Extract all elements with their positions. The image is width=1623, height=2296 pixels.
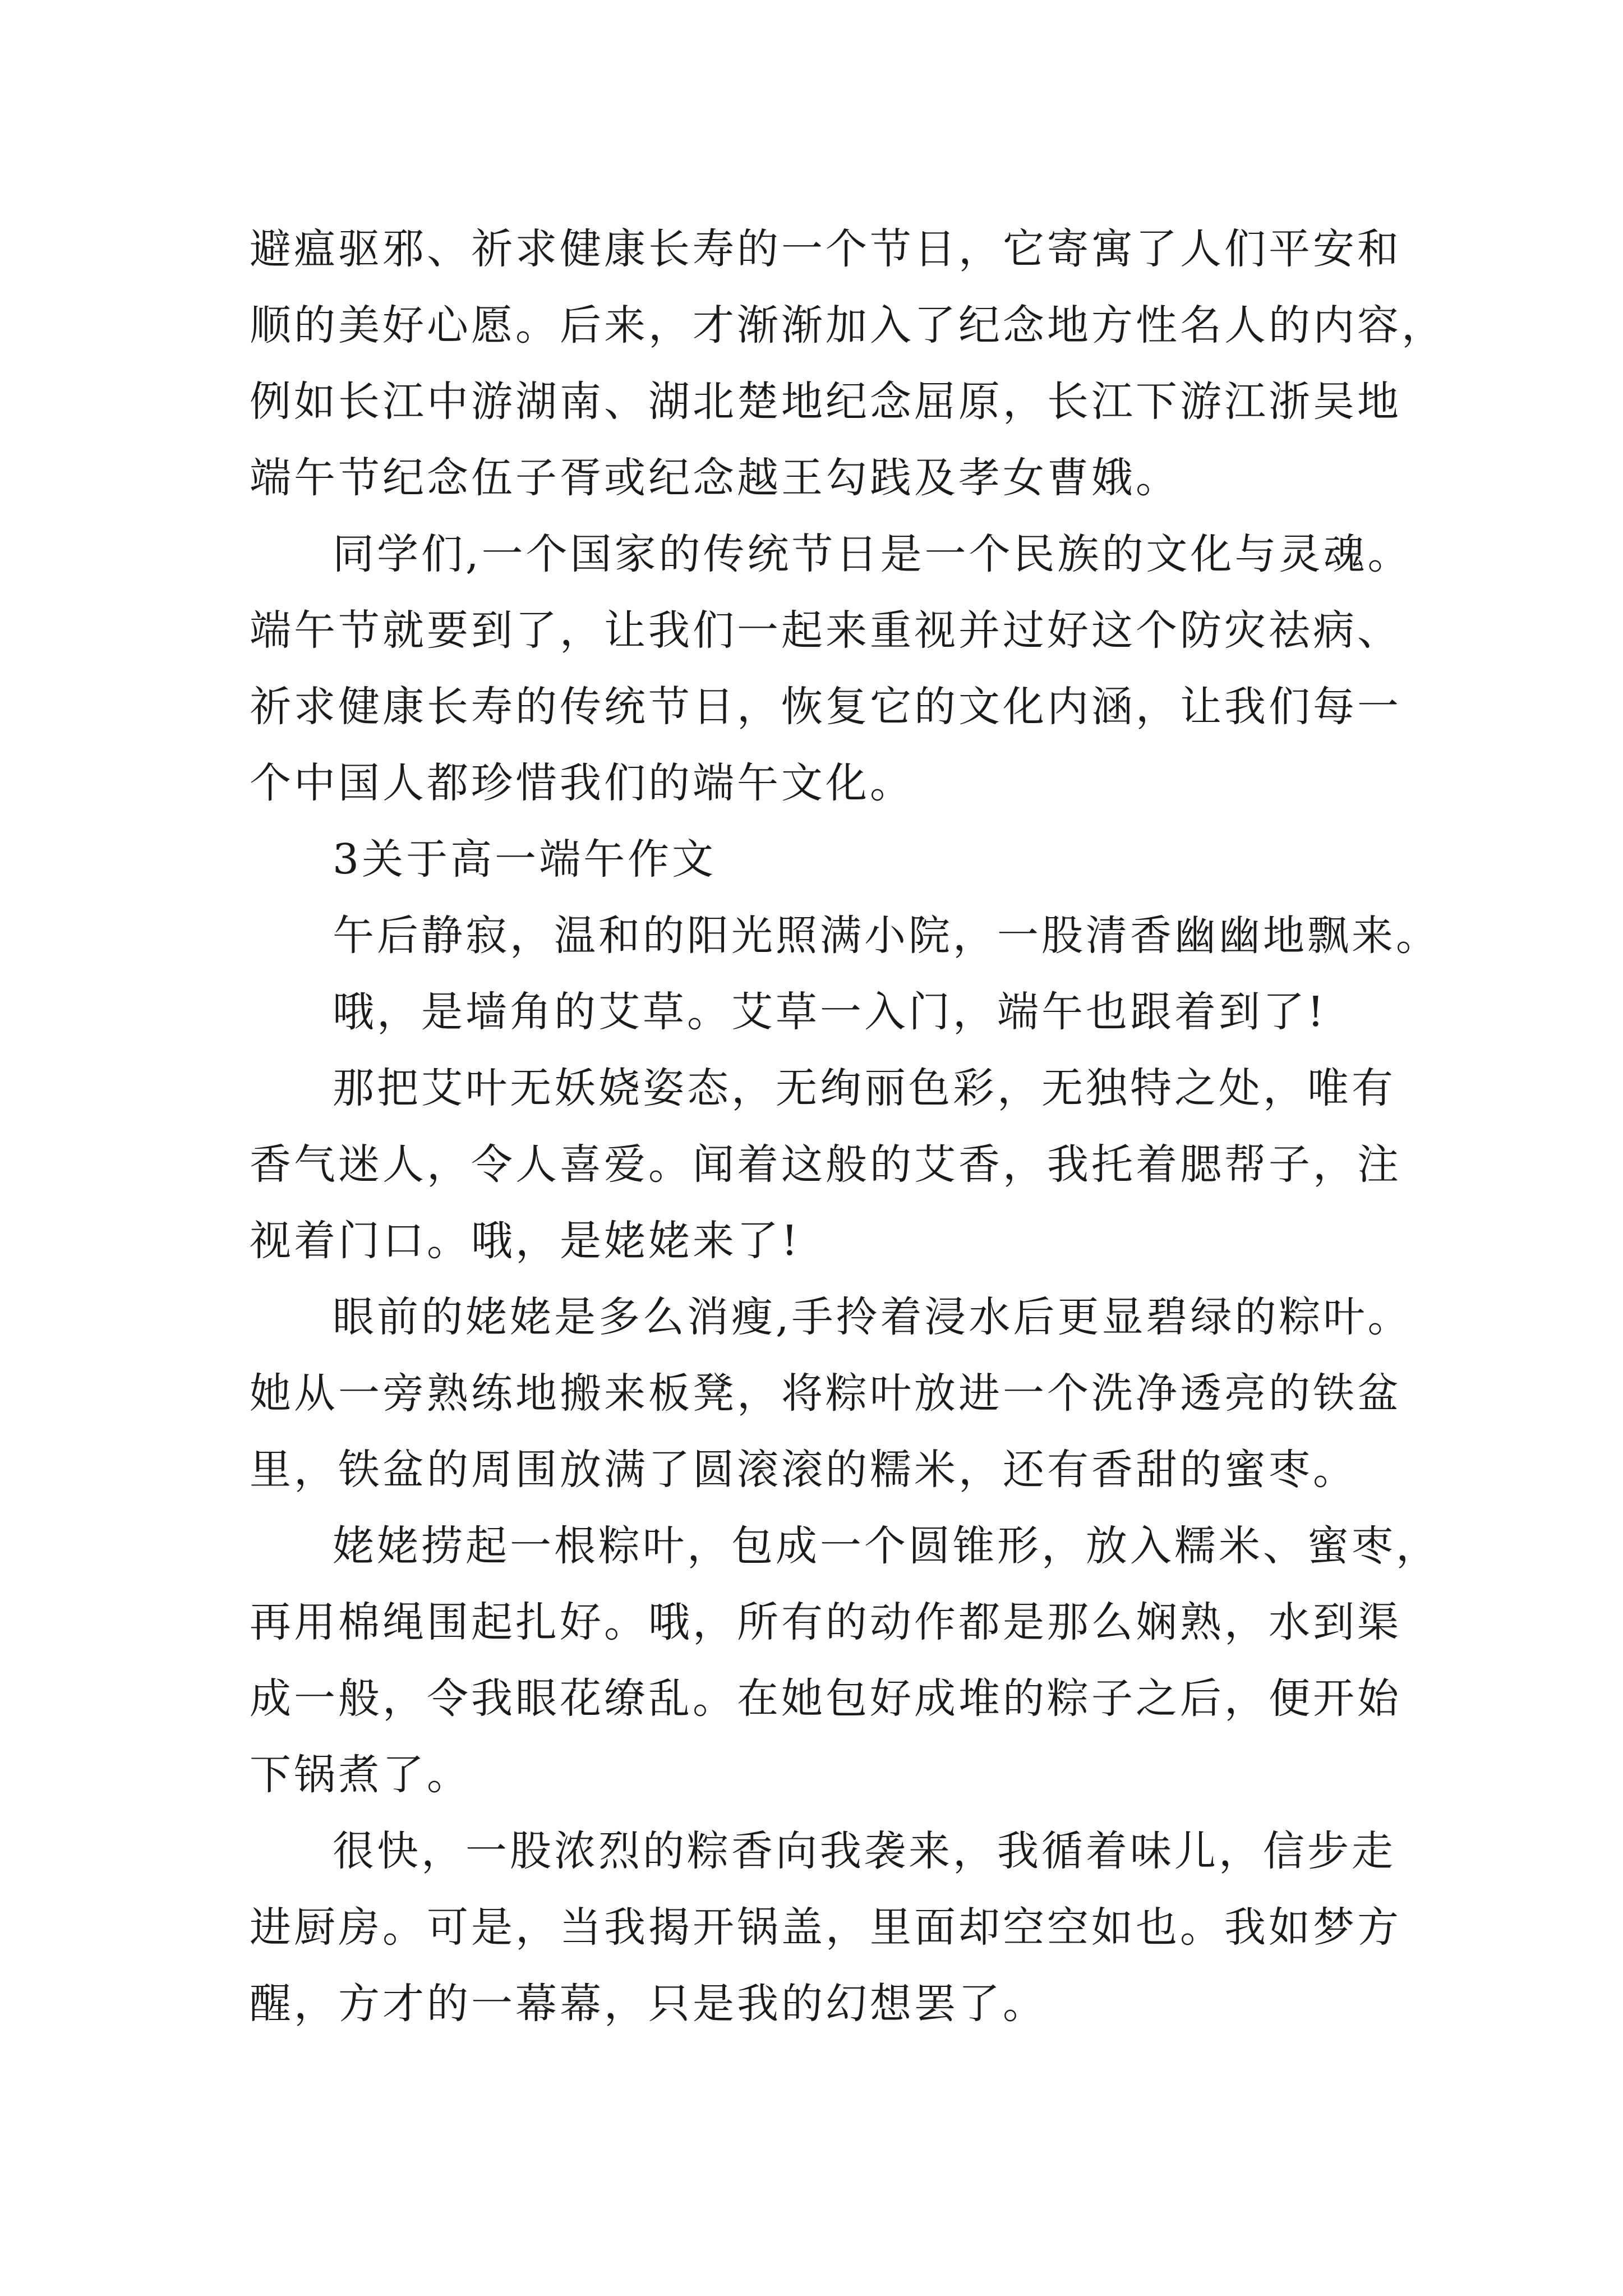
text-line: 香气迷人，令人喜爱。闻着这般的艾香，我托着腮帮子，注 <box>250 1140 1401 1189</box>
text-line: 个中国人都珍惜我们的端午文化。 <box>250 759 914 807</box>
text-line: 再用棉绳围起扎好。哦，所有的动作都是那么娴熟，水到渠 <box>250 1598 1401 1646</box>
text-line: 成一般，令我眼花缭乱。在她包好成堆的粽子之后，便开始 <box>250 1674 1401 1723</box>
text-line: 避瘟驱邪、祈求健康长寿的一个节日，它寄寓了人们平安和 <box>250 225 1401 273</box>
text-line: 端午节就要到了，让我们一起来重视并过好这个防灾祛病、 <box>250 606 1401 655</box>
text-line: 她从一旁熟练地搬来板凳，将粽叶放进一个洗净透亮的铁盆 <box>250 1369 1401 1418</box>
paragraph-first-line: 同学们,一个国家的传统节日是一个民族的文化与灵魂。 <box>333 530 1412 578</box>
paragraph-first-line: 很快，一股浓烈的粽香向我袭来，我循着味儿，信步走 <box>333 1827 1396 1875</box>
text-line: 端午节纪念伍子胥或纪念越王勾践及孝女曹娥。 <box>250 454 1180 502</box>
text-line: 顺的美好心愿。后来，才渐渐加入了纪念地方性名人的内容， <box>250 301 1446 349</box>
text-line: 下锅煮了。 <box>250 1751 471 1799</box>
text-line: 进厨房。可是，当我揭开锅盖，里面却空空如也。我如梦方 <box>250 1903 1401 1952</box>
text-line: 例如长江中游湖南、湖北楚地纪念屈原，长江下游江浙吴地 <box>250 378 1401 426</box>
text-line: 醒，方才的一幕幕，只是我的幻想罢了。 <box>250 1980 1047 2028</box>
paragraph-first-line: 午后静寂，温和的阳光照满小院，一股清香幽幽地飘来。 <box>333 912 1440 960</box>
paragraph-first-line: 那把艾叶无妖娆姿态，无绚丽色彩，无独特之处，唯有 <box>333 1064 1396 1112</box>
section-heading: 3关于高一端午作文 <box>333 835 717 884</box>
text-line: 祈求健康长寿的传统节日，恢复它的文化内涵，让我们每一 <box>250 683 1401 731</box>
text-line: 视着门口。哦，是姥姥来了! <box>250 1217 801 1265</box>
paragraph-first-line: 哦，是墙角的艾草。艾草一入门，端午也跟着到了! <box>333 988 1327 1036</box>
paragraph-first-line: 眼前的姥姥是多么消瘦,手拎着浸水后更显碧绿的粽叶。 <box>333 1293 1412 1341</box>
document-body <box>250 211 1446 2042</box>
text-line: 里，铁盆的周围放满了圆滚滚的糯米，还有香甜的蜜枣。 <box>250 1446 1357 1494</box>
paragraph-first-line: 姥姥捞起一根粽叶，包成一个圆锥形，放入糯米、蜜枣， <box>333 1522 1440 1570</box>
